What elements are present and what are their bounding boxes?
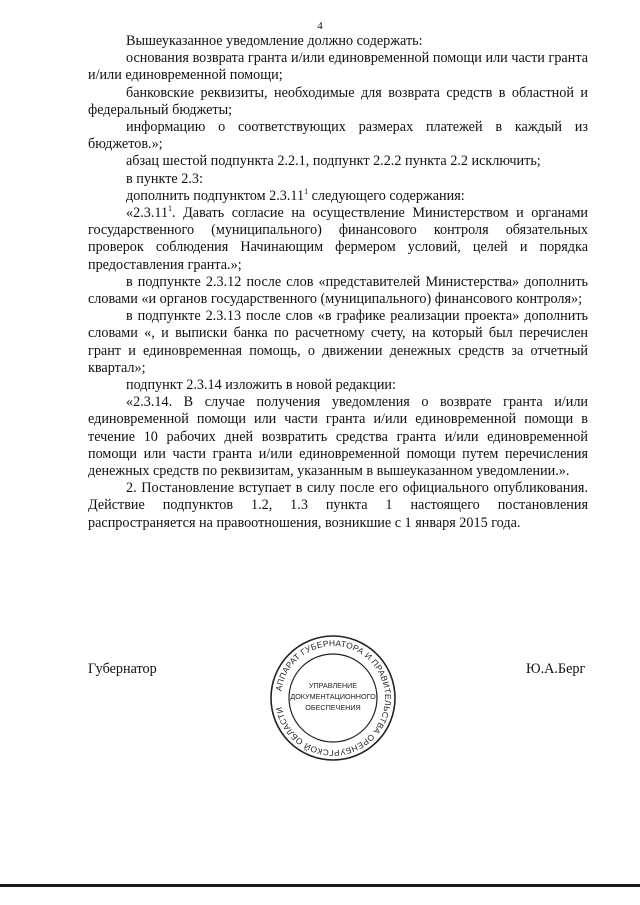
footer-divider: [0, 884, 640, 887]
stamp-ring-text: АППАРАТ ГУБЕРНАТОРА И ПРАВИТЕЛЬСТВА ОРЕНБУРГСКОЙ ОБЛАСТИ: [273, 637, 394, 759]
paragraph-bank-details: банковские реквизиты, необходимые для возврата средств в областной и федеральный бюджеты;: [88, 84, 588, 118]
stamp-center-line-2: ДОКУМЕНТАЦИОННОГО: [290, 692, 376, 701]
paragraph-add-subpoint-before: дополнить подпунктом 2.3.11: [126, 187, 305, 204]
superscript-index: 1: [304, 186, 309, 196]
paragraph-grounds: основания возврата гранта и/или единовременной помощи или части гранта и/или единовременной помощи;: [88, 50, 588, 84]
superscript-index: 1: [168, 204, 173, 214]
paragraph-payment-info: информацию о соответствующих размерах платежей в каждый из бюджетов.»;: [88, 119, 588, 153]
paragraph-2-3-11: [88, 205, 588, 274]
page-number: 4: [317, 20, 323, 32]
stamp-center-line-3: ОБЕСПЕЧЕНИЯ: [305, 703, 361, 712]
paragraph-add-subpoint-after: следующего содержания:: [308, 187, 465, 204]
document-body: [88, 33, 588, 532]
paragraph-2-3-14: «2.3.14. В случае получения уведомления о возврате гранта и/или единовременной помощи или части гранта и/или единовременной помощи в течение 10 рабочих дней возвратить средства гранта и/или единовременной помощи или части гранта и/или единовременной помощи путем перечисления денежных средств по реквизитам, указанным в вышеуказанном уведомлении.».: [88, 394, 588, 480]
paragraph-exclude-2-2: абзац шестой подпункта 2.2.1, подпункт 2.2.2 пункта 2.2 исключить;: [126, 153, 541, 170]
paragraph-2-3-11-after: . Давать согласие на осуществление Министерством и органами государственного (муниципального) финансового контроля обязательных проверок соблюдения Начинающим фермером условий, целей и порядка предоставления гранта.»;: [88, 205, 588, 273]
paragraph-point-2-3: в пункте 2.3:: [126, 170, 203, 187]
paragraph-notice-content: Вышеуказанное уведомление должно содержать:: [126, 33, 423, 49]
official-stamp: [268, 633, 398, 763]
paragraph-add-subpoint: [88, 188, 588, 205]
signatory-position: Губернатор: [88, 661, 157, 677]
stamp-center-line-1: УПРАВЛЕНИЕ: [308, 681, 358, 690]
paragraph-2-3-14-intro: подпункт 2.3.14 изложить в новой редакции:: [126, 377, 396, 394]
signatory-name: Ю.А.Берг: [526, 661, 586, 677]
paragraph-2-3-11-before: «2.3.11: [126, 205, 169, 222]
paragraph-2-3-13: в подпункте 2.3.13 после слов «в графике реализации проекта» дополнить словами «, и выписки банка по расчетному счету, на который был перечислен грант и единовременная помощь, о движении денежных средств за отчетный квартал»;: [88, 308, 588, 376]
paragraph-effective-date: 2. Постановление вступает в силу после его официального опубликования. Действие подпунктов 1.2, 1.3 пункта 1 настоящего постановления распространяется на правоотношения, возникшие с 1 января 2015 года.: [88, 480, 588, 531]
paragraph-2-3-12: в подпункте 2.3.12 после слов «представителей Министерства» дополнить словами «и органов государственного (муниципального) финансового контроля»;: [88, 273, 588, 308]
